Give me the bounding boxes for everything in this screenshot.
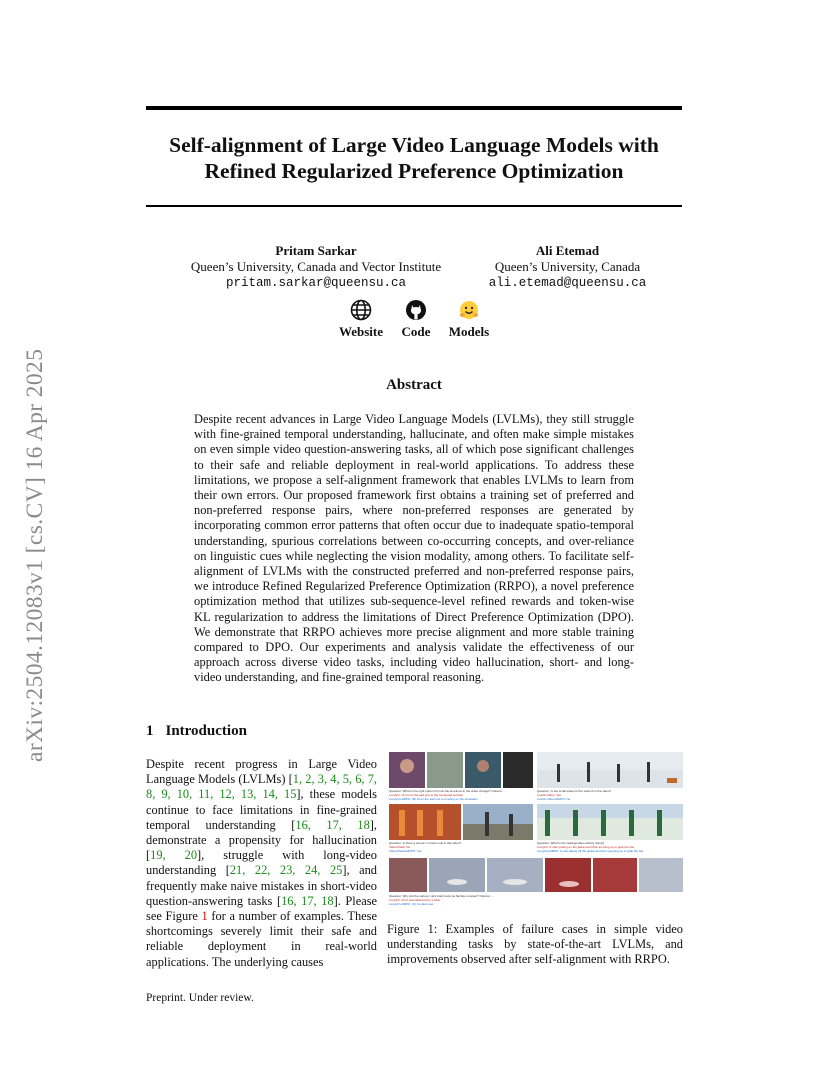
abstract-heading: Abstract xyxy=(386,377,442,393)
panel-baseline-answer: LongVU: (D) It was flattened by a stick xyxy=(389,898,441,902)
panel-rrpo-answer: LongVU+RRPO: (B) From the sad one to a sitting on the shoulders xyxy=(389,797,478,801)
intro-text: ], demonstrate a propensity for hallucination [ xyxy=(146,817,378,863)
author-affiliation: Queen’s University, Canada xyxy=(494,259,641,274)
figure-1-panels xyxy=(387,752,684,917)
intro-text: for a number of examples. These shortcomings severely limit their safe and reliable deployment in real-world applications. The underlying causes xyxy=(146,909,377,969)
panel-rrpo-answer: LongVU+RRPO: (C) It rolled over xyxy=(389,902,434,906)
resource-links xyxy=(330,298,500,344)
author-affiliation: Queen’s University, Canada and Vector Institute xyxy=(190,259,442,274)
author-1 xyxy=(166,243,466,291)
abstract-text: Despite recent advances in Large Video Language Models (LVLMs), they still struggle with fine-grained temporal understanding, hallucinate, and often make simple mistakes on even simple video question-answering tasks, all of which pose significant challenges to their safe and reliable deployment in real-world applications. To address these limitations, we propose a self-alignment framework that enables LVLMs to learn from their own errors. Our proposed framework first obtains a training set of preferred and non-preferred response pairs, where non-preferred responses are generated by incorporating common error patterns that often occur due to inadequate spatio-temporal understanding, spurious correlations between co-occurring concepts, and over-reliance on linguistic cues while neglecting the vision modality, among others. To facilitate self-alignment of LVLMs with the constructed preferred and non-preferred response pairs, we introduce Refined Regularized Preference Optimization (RRPO), a novel preference optimization method that utilizes sub-sequence-level refined rewards and token-wise KL regularization to address the limitations of Direct Preference Optimization (DPO). We demonstrate that RRPO achieves more precise alignment and more stable training compared to DPO. Our experiments and analysis validate the effectiveness of our approach across diverse video tasks, including video hallucination, short- and long-video understanding, and fine-grained temporal reasoning. xyxy=(194,412,634,685)
panel-question: Question: What is the cat/dog/video activity doing? xyxy=(537,841,605,845)
author-2 xyxy=(470,243,665,291)
intro-text: Despite recent progress in Large Video Language Models (LVLMs) [ xyxy=(146,757,377,787)
author-email[interactable]: pritam.sarkar@queensu.ca xyxy=(225,276,407,290)
models-link[interactable] xyxy=(444,298,494,340)
panel-baseline-answer: LongVU: A man putting on the jacket and then jumping up to grab the bar. xyxy=(537,845,635,849)
panel-rrpo-answer: VideoChat2+RRPO: Yes xyxy=(389,849,422,853)
citation-link[interactable]: 19, 20 xyxy=(150,848,198,863)
panel-question: Question: What is the right option for how the emotions in the video change? Options: ... xyxy=(389,789,506,793)
section-number: 1 xyxy=(146,723,154,739)
code-link-label: Code xyxy=(401,324,431,339)
panel-question: Question: Is there a person in brown suit in this video? xyxy=(389,841,462,845)
paper-title xyxy=(146,132,682,184)
intro-text: ], these models continue to face limitations in fine-grained temporal understanding [ xyxy=(146,787,377,832)
models-link-label: Models xyxy=(448,324,490,339)
figure-1 xyxy=(387,752,684,917)
panel-wrench-question xyxy=(537,752,683,801)
panel-rrpo-answer: LLaVA-Video+RRPO: No xyxy=(537,797,571,801)
intro-paragraph xyxy=(146,757,377,970)
intro-text: ], struggle with long-video understanding [ xyxy=(146,848,377,878)
preprint-footer: Preprint. Under review. xyxy=(146,992,254,1004)
panel-baseline-answer: VideoChat2: No xyxy=(389,845,411,849)
figure-reference-link[interactable]: 1 xyxy=(201,909,208,924)
title-rule-bottom xyxy=(146,205,682,207)
hugging-face-icon xyxy=(444,298,494,322)
panel-rrpo-answer: LongVU+RRPO: A man taking off the jacket and then jumping up to grab the bar. xyxy=(537,849,644,853)
title-line-2: Refined Regularized Preference Optimization xyxy=(204,159,624,183)
title-line-1: Self-alignment of Large Video Language Models with xyxy=(169,133,659,157)
panel-question: Question: Is the small wheel of the wrench in the video? xyxy=(537,789,612,793)
citation-link[interactable]: 16, 17, 18 xyxy=(281,893,334,908)
website-link-label: Website xyxy=(338,324,384,339)
citation-link[interactable]: 21, 22, 23, 24, 25 xyxy=(229,863,343,878)
intro-text: ], and frequently make naive mistakes in short-video question-answering tasks [ xyxy=(146,863,377,908)
arxiv-identifier: arXiv:2504.12083v1 [cs.CV] 16 Apr 2025 xyxy=(22,348,48,762)
author-name: Ali Etemad xyxy=(535,243,600,258)
citation-link[interactable]: 1, 2, 3, 4, 5, 6, 7, 8, 9, 10, 11, 12, 13, 14, 15 xyxy=(146,772,378,802)
panel-baseline-answer: LLaVA-Video: Yes xyxy=(537,793,561,797)
panel-baseline-answer: LongVU: (A) From the sad one to the contented surface xyxy=(389,793,463,797)
github-icon xyxy=(396,298,436,322)
figure-1-caption: Figure 1: Examples of failure cases in simple video understanding tasks by state-of-the-art LVLMs, and improvements observed after self-alignment with RRPO. xyxy=(387,922,683,967)
section-title: Introduction xyxy=(165,723,247,739)
code-link[interactable] xyxy=(396,298,436,340)
intro-text: ]. Please see Figure xyxy=(146,893,378,924)
website-link[interactable] xyxy=(336,298,386,340)
panel-emotion-question xyxy=(389,752,533,801)
panel-brown-suit-question xyxy=(389,804,533,853)
panel-cartoon-cat-question xyxy=(389,858,683,906)
panel-question: Question: Why did the cartoon cat's body become flat like a carpet? Options: ... xyxy=(389,894,494,898)
title-rule-top xyxy=(146,106,682,110)
panel-activity-question xyxy=(537,804,683,853)
author-email[interactable]: ali.etemad@queensu.ca xyxy=(488,276,647,290)
section-heading xyxy=(146,723,247,740)
citation-link[interactable]: 16, 17, 18 xyxy=(295,817,370,832)
author-name: Pritam Sarkar xyxy=(275,243,357,258)
globe-icon xyxy=(336,298,386,322)
